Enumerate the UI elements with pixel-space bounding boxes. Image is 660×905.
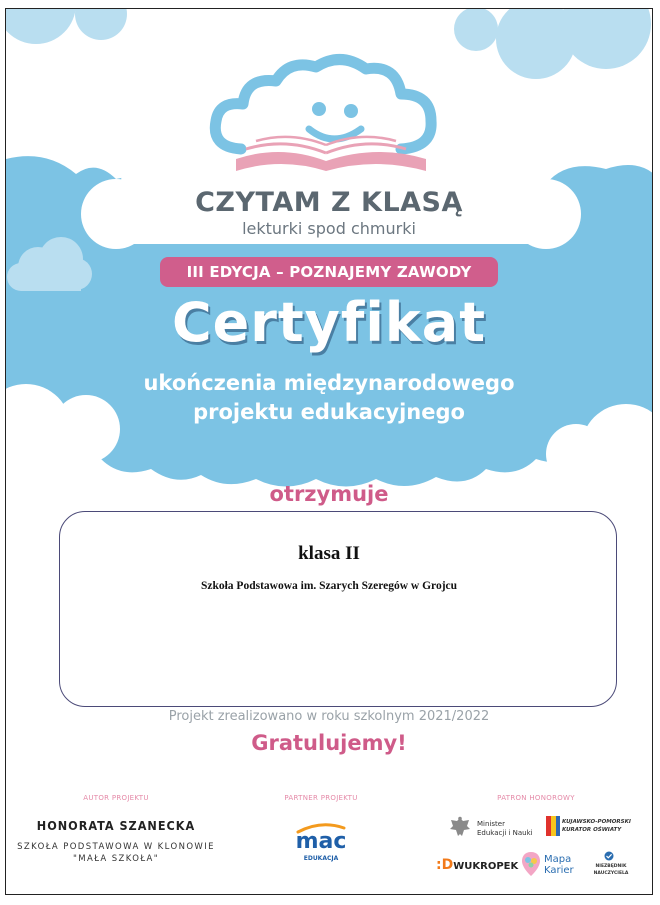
- author-school-line1: SZKOŁA PODSTAWOWA W KLONOWIE: [17, 842, 215, 852]
- kurator-line1: KUJAWSKO-POMORSKI: [562, 819, 631, 825]
- partner-heading: PARTNER PROJEKTU: [284, 794, 358, 802]
- patron-heading: PATRON HONOROWY: [497, 794, 575, 802]
- mac-logo: mac: [295, 829, 347, 854]
- minister-line1: Minister: [477, 820, 505, 828]
- kurator-label: [562, 818, 631, 834]
- map-pin-icon: [521, 851, 541, 877]
- colon-mark-icon: :D: [436, 857, 454, 873]
- niezbednik-line1: NIEZBĘDNIK: [595, 864, 627, 869]
- certificate-page: [5, 8, 653, 895]
- certificate-subtitle-line2: projektu edukacyjnego: [193, 400, 465, 424]
- year-note: Projekt zrealizowano w roku szkolnym 2021/2022: [168, 709, 490, 724]
- receives-label: otrzymuje: [269, 482, 389, 506]
- author-name: HONORATA SZANECKA: [36, 818, 196, 833]
- mapa-line2: Karier: [544, 865, 574, 876]
- logo-cloud-icon: [201, 49, 461, 184]
- minister-line2: Edukacji i Nauki: [477, 829, 533, 837]
- congrats-text: Gratulujemy!: [251, 731, 407, 755]
- edition-badge: III EDYCJA – POZNAJEMY ZAWODY: [160, 257, 498, 287]
- niezbednik-line2: NAUCZYCIELA: [593, 871, 629, 876]
- eagle-emblem-icon: [448, 815, 472, 839]
- author-school: [16, 841, 216, 865]
- mac-logo-sub: EDUKACJA: [303, 855, 339, 862]
- logo-subtitle: lekturki spod chmurki: [242, 219, 416, 238]
- wukropek-text: WUKROPEK: [453, 861, 519, 872]
- wukropek-logo: [436, 857, 518, 873]
- kurator-flag-icon: [546, 816, 560, 836]
- minister-label: [477, 820, 533, 838]
- certificate-subtitle-line1: ukończenia międzynarodowego: [143, 371, 515, 395]
- logo-title: CZYTAM Z KLASĄ: [195, 187, 463, 218]
- certificate-title: Certyfikat: [171, 291, 487, 354]
- recipient-box: [59, 511, 617, 707]
- mapa-karier-label: [544, 854, 574, 876]
- recipient-class: klasa II: [298, 543, 360, 564]
- check-badge-icon: [604, 851, 614, 861]
- mapa-line1: Mapa: [544, 854, 572, 865]
- author-heading: AUTOR PROJEKTU: [83, 794, 149, 802]
- kurator-line2: KURATOR OŚWIATY: [562, 827, 622, 833]
- recipient-school: Szkoła Podstawowa im. Szarych Szeregów w Grojcu: [200, 580, 458, 592]
- author-school-line2: "MAŁA SZKOŁA": [72, 854, 160, 864]
- niezbednik-label: [591, 863, 631, 877]
